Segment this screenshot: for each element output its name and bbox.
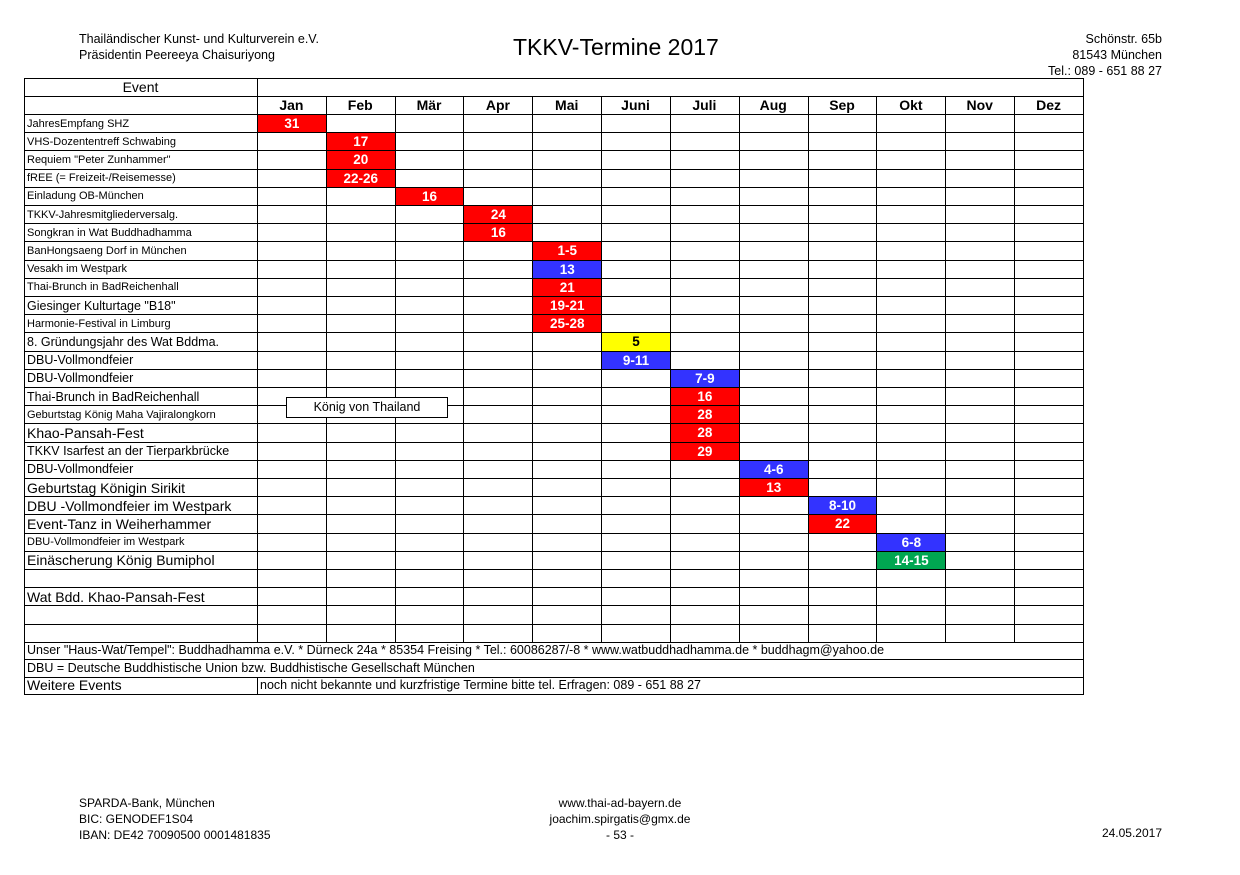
- event-date-bar: 5: [602, 333, 670, 350]
- dbu-note: DBU = Deutsche Buddhistische Union bzw. Buddhistische Gesellschaft München: [27, 660, 475, 675]
- event-date-bar: 16: [464, 224, 532, 241]
- event-label: Geburtstag König Maha Vajiralongkorn: [27, 408, 216, 421]
- grid-line: [739, 96, 740, 643]
- grid-line: [1014, 96, 1015, 643]
- event-date-bar: 31: [258, 115, 326, 132]
- event-date-bar: 22: [809, 515, 877, 532]
- event-date-bar: 8-10: [809, 497, 877, 514]
- month-header: Nov: [966, 97, 993, 113]
- month-header: Aug: [759, 97, 787, 113]
- event-date-bar: 25-28: [533, 315, 601, 332]
- grid-line: [601, 96, 602, 643]
- event-label: DBU-Vollmondfeier: [27, 462, 134, 477]
- temple-note: Unser "Haus-Wat/Tempel": Buddhadhamma e.V. * Dürneck 24a * 85354 Freising * Tel.: 60086287/-8 * www.watbuddhadhamma.de * buddhagm@yahoo.de: [27, 643, 885, 658]
- bank-iban: IBAN: DE42 70090500 0001481835: [79, 828, 271, 842]
- event-label: Einäscherung König Bumiphol: [27, 552, 215, 569]
- event-date-bar: 20: [327, 151, 395, 168]
- event-label: [24, 570, 256, 588]
- bank-name: SPARDA-Bank, München: [79, 796, 215, 810]
- grid-line: [808, 96, 809, 643]
- event-date-bar: 16: [671, 388, 739, 405]
- grid-line: [1083, 78, 1084, 695]
- event-label: TKKV Isarfest an der Tierparkbrücke: [27, 444, 230, 459]
- event-label: Event-Tanz in Weiherhammer: [27, 515, 212, 532]
- event-date-bar: 29: [671, 443, 739, 460]
- event-label: DBU -Vollmondfeier im Westpark: [27, 497, 232, 514]
- grid-line: [532, 96, 533, 643]
- month-header: Mai: [555, 97, 579, 113]
- address-phone: Tel.: 089 - 651 88 27: [1048, 64, 1162, 78]
- grid-line: [945, 96, 946, 643]
- email-link[interactable]: joachim.spirgatis@gmx.de: [549, 812, 691, 826]
- event-label: 8. Gründungsjahr des Wat Bddma.: [27, 334, 219, 349]
- month-header: Apr: [485, 97, 510, 113]
- month-header: Dez: [1036, 97, 1061, 113]
- page-title: TKKV-Termine 2017: [513, 34, 719, 60]
- event-label: Thai-Brunch in BadReichenhall: [27, 281, 179, 294]
- event-date-bar: 16: [396, 188, 464, 205]
- event-date-bar: 9-11: [602, 352, 670, 369]
- event-label: TKKV-Jahresmitgliederversalg.: [27, 208, 179, 221]
- month-header: Sep: [829, 97, 855, 113]
- event-label: BanHongsaeng Dorf in München: [27, 244, 187, 257]
- address-street: Schönstr. 65b: [1085, 32, 1162, 46]
- event-date-bar: 13: [740, 479, 808, 496]
- grid-line: [24, 694, 1084, 695]
- event-label: JahresEmpfang SHZ: [27, 117, 130, 130]
- event-column-header: Event: [122, 79, 159, 95]
- event-date-bar: 6-8: [877, 534, 945, 551]
- event-date-bar: 21: [533, 279, 601, 296]
- grid-line: [257, 78, 258, 643]
- event-label: [24, 624, 256, 642]
- bank-bic: BIC: GENODEF1S04: [79, 812, 194, 826]
- event-date-bar: 7-9: [671, 370, 739, 387]
- king-note-box: König von Thailand: [286, 397, 448, 418]
- month-header: Jan: [279, 97, 304, 113]
- document-date: 24.05.2017: [1101, 826, 1162, 840]
- event-date-bar: 14-15: [877, 552, 945, 569]
- address-city: 81543 München: [1072, 48, 1162, 62]
- event-label: DBU-Vollmondfeier im Westpark: [27, 536, 185, 549]
- event-label: Khao-Pansah-Fest: [27, 424, 144, 441]
- further-events-text: noch nicht bekannte und kurzfristige Termine bitte tel. Erfragen: 089 - 651 88 27: [260, 678, 702, 693]
- event-label: [24, 606, 256, 624]
- month-header: Mär: [416, 97, 442, 113]
- website-link[interactable]: www.thai-ad-bayern.de: [558, 796, 682, 810]
- event-label: VHS-Dozententreff Schwabing: [27, 135, 176, 148]
- event-date-bar: 19-21: [533, 297, 601, 314]
- event-date-bar: 13: [533, 261, 601, 278]
- event-label: Wat Bdd. Khao-Pansah-Fest: [27, 588, 205, 605]
- event-label: DBU-Vollmondfeier: [27, 353, 134, 368]
- further-events-label: Weitere Events: [27, 677, 122, 694]
- org-name: Thailändischer Kunst- und Kulturverein e.V.: [79, 32, 319, 46]
- event-label: Vesakh im Westpark: [27, 263, 128, 276]
- grid-line: [395, 96, 396, 643]
- event-label: DBU-Vollmondfeier: [27, 371, 134, 386]
- event-label: Harmonie-Festival in Limburg: [27, 317, 171, 330]
- month-header: Juli: [692, 97, 717, 113]
- event-date-bar: 1-5: [533, 242, 601, 259]
- month-header: Okt: [899, 97, 923, 113]
- month-header: Juni: [621, 97, 650, 113]
- event-label: Songkran in Wat Buddhadhamma: [27, 226, 192, 239]
- event-label: Requiem "Peter Zunhammer": [27, 153, 171, 166]
- event-date-bar: 28: [671, 406, 739, 423]
- event-label: Thai-Brunch in BadReichenhall: [27, 389, 200, 404]
- event-label: fREE (= Freizeit-/Reisemesse): [27, 172, 176, 185]
- event-label: Einladung OB-München: [27, 190, 144, 203]
- event-label: Giesinger Kulturtage "B18": [27, 298, 176, 313]
- event-date-bar: 28: [671, 424, 739, 441]
- event-date-bar: 22-26: [327, 170, 395, 187]
- month-header: Feb: [347, 97, 373, 113]
- schedule-table: [24, 78, 1083, 698]
- event-date-bar: 4-6: [740, 461, 808, 478]
- page-number: - 53 -: [605, 828, 634, 842]
- grid-line: [463, 96, 464, 643]
- event-label: Geburtstag Königin Sirikit: [27, 479, 185, 496]
- event-date-bar: 17: [327, 133, 395, 150]
- event-date-bar: 24: [464, 206, 532, 223]
- org-president: Präsidentin Peereeya Chaisuriyong: [79, 48, 275, 62]
